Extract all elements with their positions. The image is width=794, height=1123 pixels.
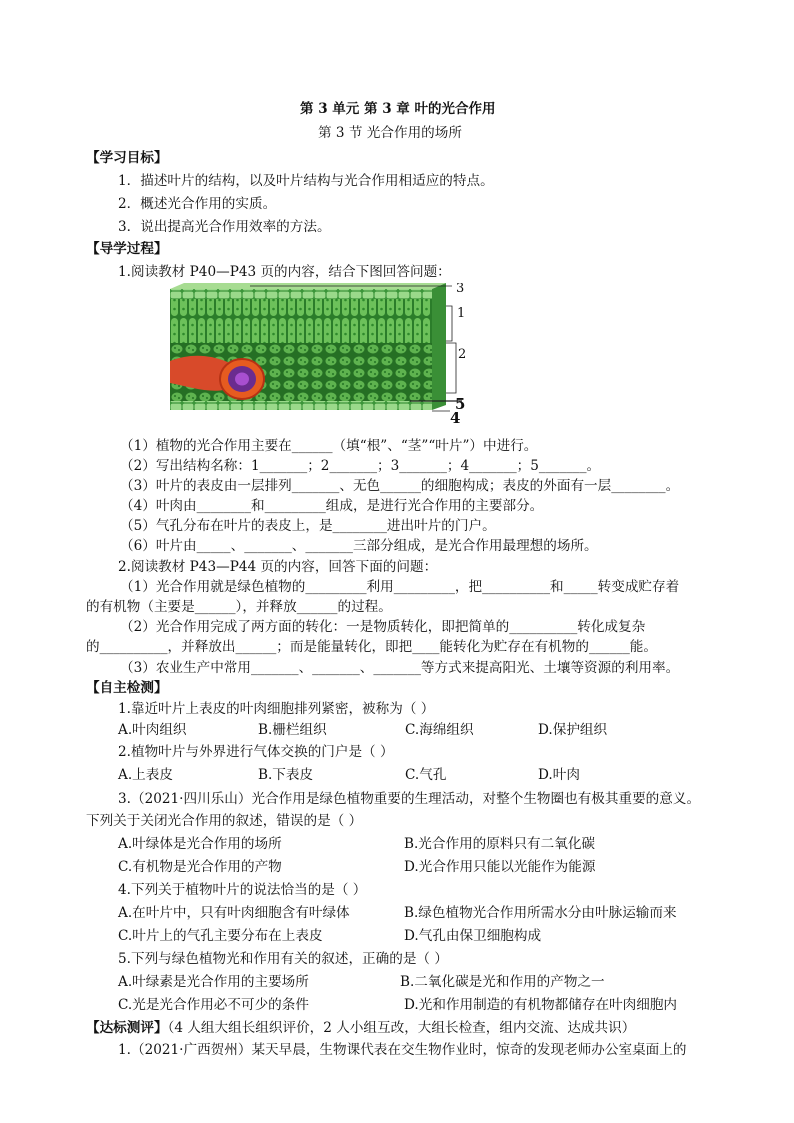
guide-q1-line: （4）叶肉由________和_________组成，是进行光合作用的主要部分。 [120,498,544,514]
question-stem: 5.下列与绿色植物光和作用有关的叙述，正确的是（ ） [118,951,448,967]
question-stem: 2.植物叶片与外界进行气体交换的门户是（ ） [118,744,394,760]
leaf-cross-section-figure [170,283,470,425]
guide-q2-line: （2）光合作用完成了两方面的转化：一是物质转化，即把简单的__________转化成复杂 [120,619,646,635]
objectives-heading: 【学习目标】 [86,150,168,166]
objective-item: 2．概述光合作用的实质。 [118,196,277,212]
option-b: B.二氧化碳是光和作用的产物之一 [400,974,605,990]
guide-q2-line: （3）农业生产中常用_______、_______、_______等方式来提高阳光、土壤等资源的利用率。 [120,660,680,676]
option-a: A.叶绿素是光合作用的主要场所 [118,974,309,990]
option-a: A.叶绿体是光合作用的场所 [118,836,282,852]
figure-label: 1 [457,306,466,321]
guide-q2-line: （1）光合作用就是绿色植物的_________利用_________，把__________和_____转变成贮存着 [120,579,680,595]
leaf-side-face [432,283,446,410]
figure-label: 3 [456,283,465,296]
question-stem: 1.靠近叶片上表皮的叶肉细胞排列紧密，被称为（ ） [118,701,435,717]
option-a: A.叶肉组织 [118,722,187,738]
palisade-layer [170,299,432,343]
guide-q1-line: （1）植物的光合作用主要在______（填“根”、“茎”“叶片”）中进行。 [120,438,538,454]
upper-epidermis [170,289,432,299]
figure-label: 4 [450,409,461,425]
option-d: D.气孔由保卫细胞构成 [404,928,542,944]
objective-item: 1．描述叶片的结构，以及叶片结构与光合作用相适应的特点。 [118,173,494,189]
guide-intro-2: 2.阅读教材 P43—P44 页的内容，回答下面的问题： [118,559,438,575]
option-d: D.叶肉 [538,767,580,783]
option-c: C.叶片上的气孔主要分布在上表皮 [118,928,323,944]
guide-q1-line: （3）叶片的表皮由一层排列_______、无色______的细胞构成；表皮的外面有一层________。 [120,478,680,494]
assessment-question: 1.（2021·广西贺州）某天早晨，生物课代表在交生物作业时，惊奇的发现老师办公室桌面上的 [118,1042,687,1058]
objective-item: 3．说出提高光合作用效率的方法。 [118,219,331,235]
guide-intro-1: 1.阅读教材 P40—P43 页的内容，结合下图回答问题： [118,264,451,280]
figure-label: 5 [455,395,466,413]
guide-q2-line: 的__________，并释放出______；而是能量转化，即把____能转化为贮存在有机物的______能。 [86,639,657,655]
option-b: B.绿色植物光合作用所需水分由叶脉运输而来 [404,905,677,921]
assessment-line [86,1019,635,1037]
guide-q1-line: （6）叶片由_____、_______、_______三部分组成，是光合作用最理想的场所。 [120,538,598,554]
option-d: D.光合作用只能以光能作为能源 [404,859,596,875]
guide-q2-line: 的有机物（主要是______），并释放______的过程。 [86,599,392,615]
option-c: C.气孔 [405,767,447,783]
guide-q1-line: （2）写出结构名称：1_______；2_______；3_______；4_______；5_______。 [120,458,601,474]
question-stem: 4.下列关于植物叶片的说法恰当的是（ ） [118,882,367,898]
option-b: B.光合作用的原料只有二氧化碳 [404,836,596,852]
lower-epidermis [170,401,432,410]
guide-q1-line: （5）气孔分布在叶片的表皮上，是________进出叶片的门户。 [120,518,496,534]
question-stem-continued: 下列关于关闭光合作用的叙述，错误的是（ ） [86,813,363,829]
figure-label: 2 [458,347,467,362]
option-b: B.下表皮 [258,767,314,783]
option-d: D.保护组织 [538,722,608,738]
option-a: A.上表皮 [118,767,173,783]
guide-heading: 【导学过程】 [86,241,168,257]
self-test-heading: 【自主检测】 [86,680,168,696]
section-title: 第 3 节 光合作用的场所 [318,125,462,141]
option-c: C.海绵组织 [405,722,474,738]
option-a: A.在叶片中，只有叶肉细胞含有叶绿体 [118,905,350,921]
option-c: C.光是光合作用必不可少的条件 [118,997,309,1013]
option-c: C.有机物是光合作用的产物 [118,859,282,875]
assessment-heading: 【达标测评】 [86,1020,168,1036]
option-b: B.栅栏组织 [258,722,327,738]
question-stem: 3.（2021·四川乐山）光合作用是绿色植物重要的生理活动，对整个生物圈也有极其重要的意义。 [118,791,701,807]
option-d: D.光和作用制造的有机物都储存在叶肉细胞内 [404,997,678,1013]
unit-title: 第 3 单元 第 3 章 叶的光合作用 [300,101,496,117]
assessment-note: （4 人组大组长组织评价，2 人小组互改，大组长检查，组内交流、达成共识） [167,1020,636,1036]
